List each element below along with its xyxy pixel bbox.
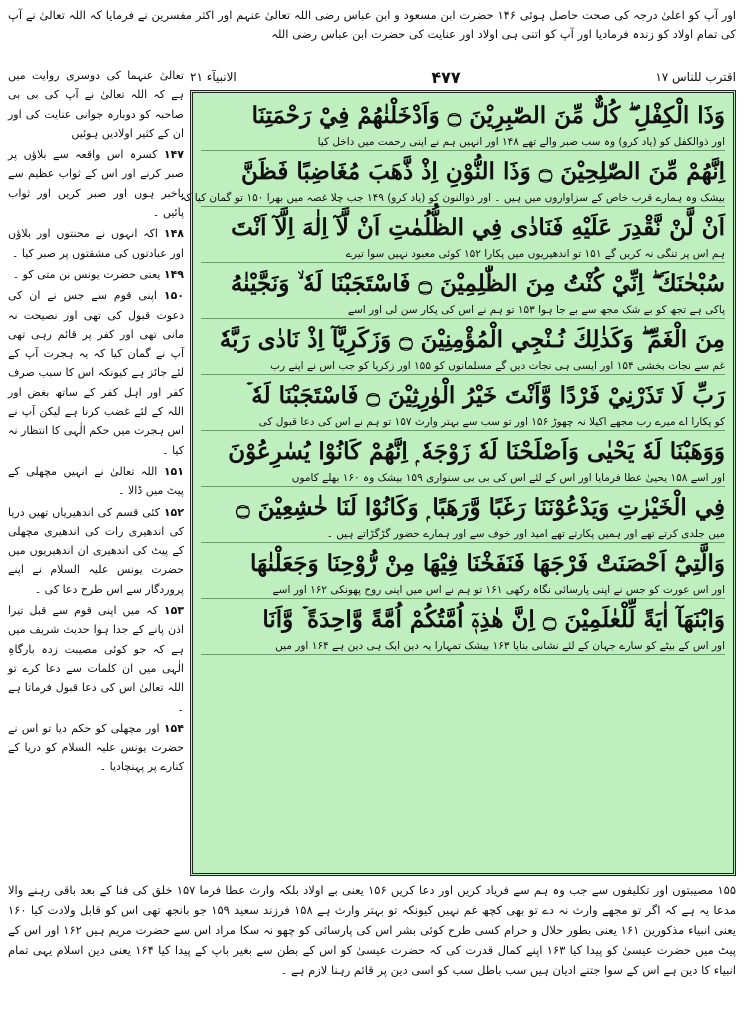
arabic-text: اِنَّهُمْ مِّنَ الصّٰلِحِيْنَ ۝ وَذَا النُّوْنِ اِذْ ذَّهَبَ مُغَاضِبًا فَظَنَّ [240,158,725,185]
urdu-translation: ہم اس پر تنگی نہ کریں گے ۱۵۱ تو اندھیریوں میں پکارا ۱۵۲ کوئی معبود نہیں سوا تیرے [201,247,725,263]
urdu-translation: پاکی ہے تجھ کو بے شک مجھ سے بے جا ہوا ۱۵۳ تو ہم نے اس کی پکار سن لی اور اسے [201,303,725,319]
verse-line [201,265,725,319]
juz-name: اقترب للناس ۱۷ [655,70,736,84]
verse-line [201,545,725,599]
page-header [190,66,736,88]
footnote: ۱۴۷ کسرہ اس واقعہ سے بلاؤں پر صبر کرنے اور اس کے ثواب عظیم سے باخبر ہوں اور صبر کریں اور ثواب پائیں ۔ [8,148,184,220]
verse-line [201,377,725,431]
footnote: ۱۴۸ اکہ انہوں نے محنتوں اور بلاؤں اور عبادتوں کی مشقتوں پر صبر کیا ۔ [8,227,185,260]
side-commentary [8,66,184,876]
verse-line [201,321,725,375]
footnote: ۱۵۳ کہ میں اپنی قوم سے قبل تیرا اذن پانے کے جدا ہوا حدیث شریف میں ہے کہ جو کوئی مصیبت زدہ بارگاہِ الٰہی میں ان کلمات سے دعا کرے تو اللہ تعالیٰ اس کی دعا قبول فرماتا ہے ۔ [8,604,185,714]
top-commentary: اور آپ کو اعلیٰ درجہ کی صحت حاصل ہوئی ۱۴۶ حضرت ابن مسعود و ابن عباس رضی اللہ تعالیٰ عنہم اور اکثر مفسرین نے فرمایا کہ اللہ تعالیٰ نے آپ کی تمام اولاد کو زندہ فرمادیا اور آپ کو اتنی ہی اولاد اور عنایت کی حضرت ابن عباس رضی اللہ [8,8,737,41]
urdu-translation: کو پکارا اے میرے رب مجھے اکیلا نہ چھوڑ ۱۵۶ اور تو سب سے بہتر وارث ۱۵۷ تو ہم نے اس کی دعا قبول کی [201,415,725,431]
arabic-text: فِي الْخَيْرٰتِ وَيَدْعُوْنَنَا رَغَبًا وَّرَهَبًا ۭ وَكَانُوْا لَنَا خٰشِعِيْنَ ۝ [236,494,725,521]
arabic-text: مِنَ الْغَمِّ ۖ وَكَذٰلِكَ نُـنْجِي الْمُؤْمِنِيْنَ ۝ وَزَكَرِيَّآ اِذْ نَادٰى رَبَّهٗ [219,326,725,353]
footnote: ۱۵۴ اور مچھلی کو حکم دیا تو اس نے حضرت یونس علیہ السلام کو دریا کے کنارے پر پہنچادیا ۔ [8,721,184,774]
urdu-translation: اور اس عورت کو جس نے اپنی پارسائی نگاہ رکھی ۱۶۱ تو ہم نے اس میں اپنی روح پھونکی ۱۶۲ اور اسے [201,583,725,599]
verse-line [201,489,725,543]
arabic-text: سُبْحٰنَكَ ۖ اِنِّيْ كُنْتُ مِنَ الظّٰلِمِيْنَ ۝ فَاسْتَجَبْنَا لَهٗ ۙ وَنَجَّيْنٰهُ [230,270,725,297]
urdu-translation: اور اس کے بیٹے کو سارے جہان کے لئے نشانی بنایا ۱۶۳ بیشک تمہارا یہ دین ایک ہی دین ہے ۱۶۴ اور میں [201,639,725,655]
urdu-translation: غم سے نجات بخشی ۱۵۴ اور ایسی ہی نجات دیں گے مسلمانوں کو ۱۵۵ اور زکریا کو جب اس نے اپنے رب [201,359,725,375]
arabic-text: وَالَّتِيْٓ اَحْصَنَتْ فَرْجَهَا فَنَفَخْنَا فِيْهَا مِنْ رُّوْحِنَا وَجَعَلْنٰهَا [250,550,725,577]
surah-name: الانبیآء ۲۱ [190,70,237,84]
arabic-text: وَوَهَبْنَا لَهٗ يَحْيٰى وَاَصْلَحْنَا لَهٗ زَوْجَهٗ ۭ اِنَّهُمْ كَانُوْا يُسٰرِعُوْنَ [228,438,725,465]
footnote: ۱۴۹ یعنی حضرت یونس بن متی کو ۔ [12,267,184,281]
arabic-text: رَبِّ لَا تَذَرْنِيْ فَرْدًا وَّاَنْتَ خَيْرُ الْوٰرِثِيْنَ ۝ فَاسْتَجَبْنَا لَهٗ ۡ [245,382,725,409]
footnote: تعالیٰ عنہما کی دوسری روایت میں ہے کہ اللہ تعالیٰ نے آپ کی بی بی صاحبہ کو دوبارہ جوانی عنایت کی اور ان کے کثیر اولادیں ہوئیں [8,69,184,140]
arabic-text: اَنْ لَّنْ نَّقْدِرَ عَلَيْهِ فَنَادٰى فِي الظُّلُمٰتِ اَنْ لَّآ اِلٰهَ اِلَّآ اَنْتَ [231,214,725,241]
urdu-translation: اور اسے ۱۵۸ یحییٰ عطا فرمایا اور اس کے لئے اس کی بی بی سنواری ۱۵۹ بیشک وہ ۱۶۰ بھلے کاموں [201,471,725,487]
urdu-translation: میں جلدی کرتے تھے اور ہمیں پکارتے تھے امید اور خوف سے اور ہمارے حضور گڑگڑاتے ہیں ۔ [201,527,725,543]
footnote: ۱۵۲ کئی قسم کی اندھیریاں تھیں دریا کی اندھیری رات کی اندھیری مچھلی کے پیٹ کی اندھیری ان اندھیریوں میں حضرت یونس علیہ السلام نے اپنے پروردگار سے اس طرح دعا کی ۔ [8,505,184,596]
arabic-text: وَذَا الْكِفْلِ ۖ كُلٌّ مِّنَ الصّٰبِرِيْنَ ۝ وَاَدْخَلْنٰهُمْ فِيْ رَحْمَتِنَا [251,102,725,129]
verse-line [201,601,725,655]
verse-line [180,153,725,207]
urdu-translation: اور ذوالکفل کو (یاد کرو) وہ سب صبر والے تھے ۱۴۸ اور انہیں ہم نے اپنی رحمت میں داخل کیا [201,135,725,151]
footnote: ۱۵۱ اللہ تعالیٰ نے انہیں مچھلی کے پیٹ میں ڈالا ۔ [8,464,184,498]
quran-text-box [180,90,736,876]
page-number: ۴۷۷ [431,67,461,87]
arabic-text: وَابْنَهَآ اٰيَةً لِّلْعٰلَمِيْنَ ۝ اِنَّ هٰذِهٖٓ اُمَّتُكُمْ اُمَّةً وَّاحِدَةً ۡ وَّاَنَا [262,606,725,633]
urdu-translation: بیشک وہ ہمارے قرب خاص کے سزاواروں میں ہیں ۔ اور ذوالنون کو (یاد کرو) ۱۴۹ جب چلا غصہ میں بھرا ۱۵۰ تو گمان کیا کہ [201,191,725,207]
verse-line [201,97,725,151]
verse-line [201,209,725,263]
footnote: ۱۵۰ اپنی قوم سے جس نے ان کی دعوت قبول کی تھی اور نصیحت نہ مانی تھی اور کفر پر قائم رہی تھی آپ نے گمان کیا کہ یہ ہجرت آپ کے لئے جائز ہے کیونکہ اس کا سبب صرف کفر اور اہل کفر کے ساتھ بغض اور اللہ کے لئے غضب کرنا ہے لیکن آپ نے اس ہجرت میں حکم الٰہی کا انتظار نہ کیا ۔ [8,289,185,457]
bottom-commentary: ۱۵۵ مصیبتوں اور تکلیفوں سے جب وہ ہم سے فریاد کریں اور دعا کریں ۱۵۶ یعنی بے اولاد بلکہ وارث عطا فرما ۱۵۷ خلق کی فنا کے بعد باقی رہنے والا مدعا یہ ہے کہ اگر تو مجھے وارث نہ دے تو بھی کچھ غم نہیں کیونکہ تو بہتر وارث ہے ۱۵۸ فرزند سعید ۱۵۹ جو بانجھ تھی اس کو قابل ولادت کیا ۱۶۰ یعنی انبیاء مذکورین ۱۶۱ یعنی بطور حلال و حرام کسی طرح کوئی بشر اس کی پارسائی کو چھو نہ سکا مراد اس سے حضرت مریم ہیں ۱۶۲ اور اس کے پیٹ میں حضرت عیسیٰ کو پیدا کیا ۱۶۳ اپنے کمال قدرت کی کہ حضرت عیسیٰ کو اس کے بطن سے بغیر باپ کے پیدا کیا ۱۶۴ یعنی دین اسلام یہی تمام انبیاء کا دین ہے اس کے سوا جتنے ادیان ہیں سب باطل سب کو اسی دین پر قائم رہنا لازم ہے ۔ [8,883,737,977]
verse-line [201,433,725,487]
